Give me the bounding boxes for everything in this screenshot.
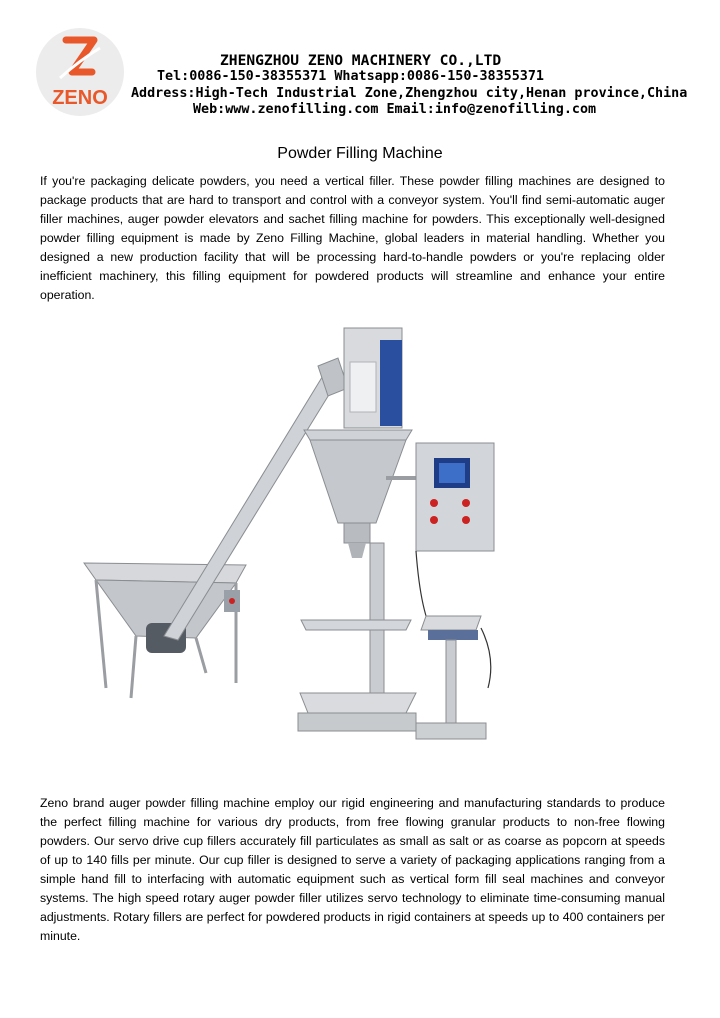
weighing-scale xyxy=(416,551,491,739)
contact-address-line: Address:High-Tech Industrial Zone,Zhengzhou city,Henan province,China xyxy=(131,86,688,101)
details-paragraph: Zeno brand auger powder filling machine employ our rigid engineering and manufacturing standards to produce the perfect filling machine for various dry products, from free flowing granular products to non-free flowing powders. Our servo drive cup fillers accurately fill particulates as small as salt or as coarse as popcorn at speeds of up to 140 fills per minute. Our cup filler is designed to serve a variety of packaging applications ranging from a simple hand fill to interfacing with automatic equipment such as vertical form fill seal machines and conveyor systems. The high speed rotary auger powder filler utilizes servo technology to eliminate time-consuming manual adjustments. Rotary fillers are perfect for powdered products in rigid containers at speeds up to 400 containers per minute. xyxy=(40,796,665,943)
page-title: Powder Filling Machine xyxy=(277,145,443,162)
auger-funnel xyxy=(304,430,412,558)
motor-housing xyxy=(344,328,402,428)
feed-hopper xyxy=(84,563,246,698)
powder-filling-machine-image xyxy=(76,318,506,768)
contact-phone-line: Tel:0086-150-38355371 Whatsapp:0086-150-38355371 xyxy=(157,69,544,84)
machine-stand xyxy=(298,543,416,731)
logo-text: ZENO xyxy=(52,87,108,109)
control-panel xyxy=(386,443,494,551)
contact-web-email-line: Web:www.zenofilling.com Email:info@zenofilling.com xyxy=(193,102,597,117)
company-logo xyxy=(36,28,124,116)
intro-paragraph: If you're packaging delicate powders, you need a vertical filler. These powder filling machines are designed to package products that are hard to transport and control with a conveyor system. You'll find semi-automatic auger filler machines, auger powder elevators and sachet filling machine for powders. This exceptionally well-designed powder filling equipment is made by Zeno Filling Machine, global leaders in material handling. Whether you designed a new production facility that will be processing hard-to-handle powders or you're replacing older inefficient machinery, this filling equipment for powdered products will streamline and enhance your entire operation. xyxy=(40,174,665,302)
screw-conveyor xyxy=(164,358,348,640)
company-name: ZHENGZHOU ZENO MACHINERY CO.,LTD xyxy=(220,52,502,69)
